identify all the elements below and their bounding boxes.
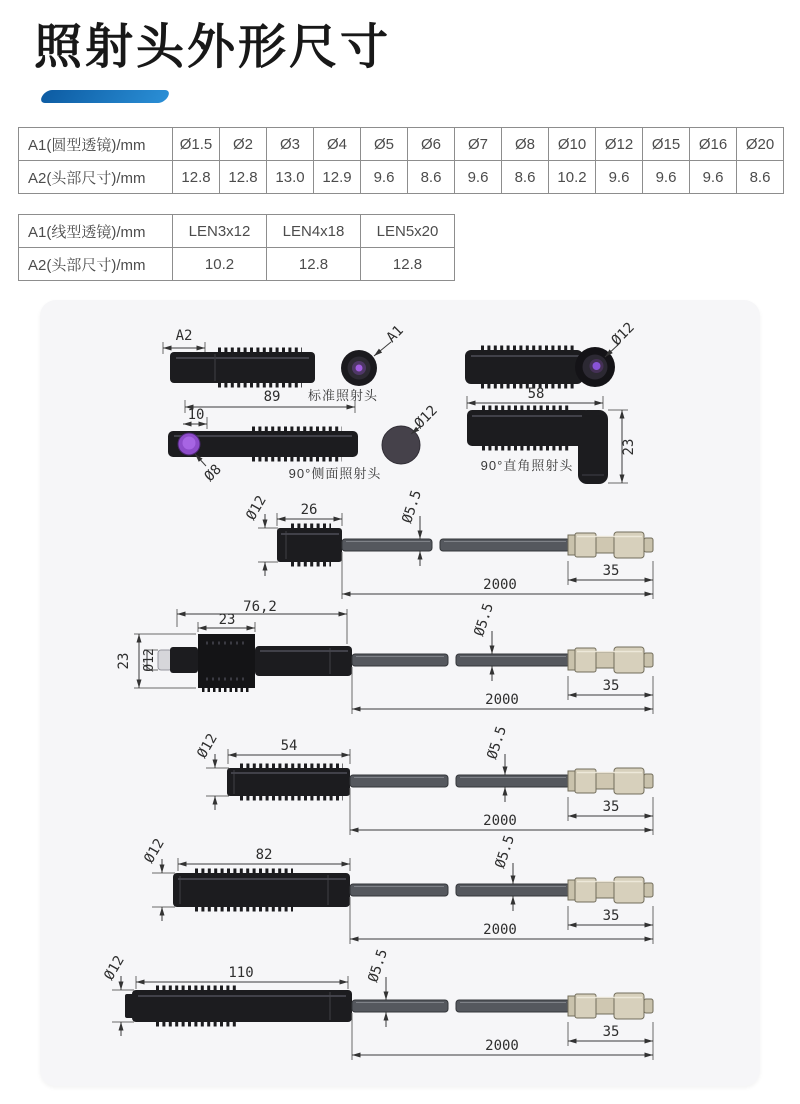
table-cell: 9.6 xyxy=(596,161,643,194)
head-shape xyxy=(227,767,350,797)
table-row xyxy=(19,248,455,281)
cable-dia-dimension xyxy=(471,601,497,681)
cable-length-label: 2000 xyxy=(485,1038,519,1054)
head-dia-label: Ø12 xyxy=(101,953,128,983)
cable-dia-label: Ø5.5 xyxy=(365,947,392,985)
nose-tip xyxy=(158,650,172,670)
table-cell: Ø1.5 xyxy=(173,128,220,161)
connector-length-label: 35 xyxy=(602,678,620,694)
table-cell: 8.6 xyxy=(737,161,784,194)
cable-dia-dimension xyxy=(492,833,518,911)
table-cell: Ø8 xyxy=(502,128,549,161)
length-label: 58 xyxy=(527,386,545,402)
length-label: 89 xyxy=(263,389,281,405)
table-cell: Ø20 xyxy=(737,128,784,161)
lens-dia-label: Ø8 xyxy=(201,461,225,485)
cable-dia-dimension xyxy=(399,488,425,566)
table-cell: 12.9 xyxy=(314,161,361,194)
dimension-row-1 xyxy=(100,488,680,603)
head-length-dimension xyxy=(136,965,348,989)
table-cell: 9.6 xyxy=(690,161,737,194)
table-cell: 8.6 xyxy=(502,161,549,194)
length-dimension xyxy=(185,389,355,413)
right-angle-caption: 90°直角照射头 xyxy=(480,458,574,473)
table-cell: Ø10 xyxy=(549,128,596,161)
head-dia-label: Ø12 xyxy=(142,648,157,672)
connector-length-dimension xyxy=(568,561,653,585)
cable-length-label: 2000 xyxy=(483,922,517,938)
table-cell: 10.2 xyxy=(173,248,267,281)
table-cell: Ø4 xyxy=(314,128,361,161)
standard-head-caption: 标准照射头 xyxy=(307,388,379,403)
lens-dot xyxy=(356,365,363,372)
row-label: A1(圆型透镜)/mm xyxy=(19,128,173,161)
table-cell: 10.2 xyxy=(549,161,596,194)
row-label: A1(线型透镜)/mm xyxy=(19,215,173,248)
head-length-dimension xyxy=(178,847,350,871)
table-cell: 9.6 xyxy=(361,161,408,194)
right-angle-head-photo xyxy=(455,319,655,392)
cable-dia-label: Ø5.5 xyxy=(484,724,511,762)
head-length-label: 110 xyxy=(228,965,254,981)
head-shape xyxy=(465,349,583,385)
table-row xyxy=(19,215,455,248)
head-shape xyxy=(158,634,352,689)
cable-dia-dimension xyxy=(484,724,510,802)
dia-leader xyxy=(605,320,638,357)
cable-length-label: 2000 xyxy=(485,692,519,708)
lens-end-view xyxy=(341,350,377,386)
fiber-cable xyxy=(342,539,570,551)
row-label: A2(头部尺寸)/mm xyxy=(19,248,173,281)
table-cell: LEN4x18 xyxy=(267,215,361,248)
table-cell: LEN5x20 xyxy=(361,215,455,248)
cable-dia-label: Ø5.5 xyxy=(399,488,426,526)
dia-label: Ø12 xyxy=(411,402,441,432)
block-length-label: 23 xyxy=(218,612,236,628)
block-length-dimension xyxy=(198,612,255,632)
cable-dia-dimension xyxy=(365,947,391,1027)
head-dia-label: Ø12 xyxy=(141,836,168,866)
table-row xyxy=(19,161,784,194)
connector-shape xyxy=(568,768,653,794)
table-cell: 12.8 xyxy=(220,161,267,194)
connector-length-label: 35 xyxy=(602,563,620,579)
head-dia-dimension xyxy=(141,836,175,921)
connector-length-label: 35 xyxy=(602,799,620,815)
cable-length-label: 2000 xyxy=(483,577,517,593)
connector-length-label: 35 xyxy=(602,908,620,924)
lens-dia-leader xyxy=(195,454,225,485)
head-dia-dimension xyxy=(142,648,158,671)
right-angle-head-diagram xyxy=(452,383,667,495)
connector-length-dimension xyxy=(568,797,653,821)
connector-shape xyxy=(568,877,653,903)
side-head-caption: 90°侧面照射头 xyxy=(288,466,382,481)
a1-label: A1 xyxy=(383,322,407,346)
head-length-label: 82 xyxy=(255,847,273,863)
height-label: 23 xyxy=(116,652,132,670)
connector-length-dimension xyxy=(568,676,653,700)
a1-leader xyxy=(374,323,407,356)
table-cell: 9.6 xyxy=(455,161,502,194)
a2-dimension xyxy=(163,328,205,354)
connector-length-dimension xyxy=(568,1022,653,1046)
table-cell: Ø12 xyxy=(596,128,643,161)
table-cell: Ø3 xyxy=(267,128,314,161)
round-lens-table xyxy=(18,127,784,194)
end-view xyxy=(382,403,441,464)
table-cell: Ø7 xyxy=(455,128,502,161)
table-cell: 12.8 xyxy=(267,248,361,281)
offset-dimension xyxy=(183,407,207,429)
table-cell: 8.6 xyxy=(408,161,455,194)
cable-dia-label: Ø5.5 xyxy=(492,833,519,871)
table-cell: 12.8 xyxy=(361,248,455,281)
fiber-cable xyxy=(350,775,570,787)
head-dia-dimension xyxy=(194,731,229,810)
table-cell: Ø6 xyxy=(408,128,455,161)
side-head-diagram xyxy=(152,386,452,486)
table-cell: Ø2 xyxy=(220,128,267,161)
head-shape xyxy=(168,430,358,458)
head-shape xyxy=(170,351,315,384)
linear-lens-table xyxy=(18,214,455,281)
row-label: A2(头部尺寸)/mm xyxy=(19,161,173,194)
side-lens-core xyxy=(183,437,196,450)
page-title: 照射头外形尺寸 xyxy=(34,21,392,74)
fiber-cable xyxy=(350,884,570,896)
connector-shape xyxy=(568,993,653,1019)
title-underline xyxy=(39,90,172,103)
table-cell: 13.0 xyxy=(267,161,314,194)
head-shape xyxy=(125,989,352,1023)
cable-dia-label: Ø5.5 xyxy=(471,601,498,639)
head-shape xyxy=(277,527,342,563)
dimension-row-5 xyxy=(100,949,680,1064)
dia-label: Ø12 xyxy=(608,319,638,349)
head-dia-label: Ø12 xyxy=(243,493,270,523)
table-cell: Ø5 xyxy=(361,128,408,161)
head-dia-label: Ø12 xyxy=(194,731,221,761)
head-length-dimension xyxy=(277,502,342,526)
table-cell: 9.6 xyxy=(643,161,690,194)
table-cell: Ø16 xyxy=(690,128,737,161)
connector-shape xyxy=(568,532,653,558)
fiber-cable xyxy=(352,1000,570,1012)
head-length-label: 26 xyxy=(300,502,318,518)
height-dimension xyxy=(608,410,637,483)
overall-length-label: 76,2 xyxy=(243,599,277,615)
table-cell: Ø15 xyxy=(643,128,690,161)
head-length-label: 54 xyxy=(280,738,298,754)
connector-shape xyxy=(568,647,653,673)
table-row xyxy=(19,128,784,161)
cable-length-label: 2000 xyxy=(483,813,517,829)
dimension-row-3 xyxy=(100,724,680,839)
dimension-row-4 xyxy=(100,833,680,948)
a2-label: A2 xyxy=(175,328,193,344)
connector-length-label: 35 xyxy=(602,1024,620,1040)
offset-label: 10 xyxy=(187,407,205,423)
head-shape xyxy=(173,872,350,908)
fiber-cable xyxy=(352,654,570,666)
connector-length-dimension xyxy=(568,906,653,930)
head-length-dimension xyxy=(228,738,350,764)
table-cell: 12.8 xyxy=(173,161,220,194)
table-cell: LEN3x12 xyxy=(173,215,267,248)
lens-dot xyxy=(593,362,601,370)
height-label: 23 xyxy=(621,438,637,456)
dimension-row-2 xyxy=(100,599,680,718)
head-dia-dimension xyxy=(243,493,278,576)
